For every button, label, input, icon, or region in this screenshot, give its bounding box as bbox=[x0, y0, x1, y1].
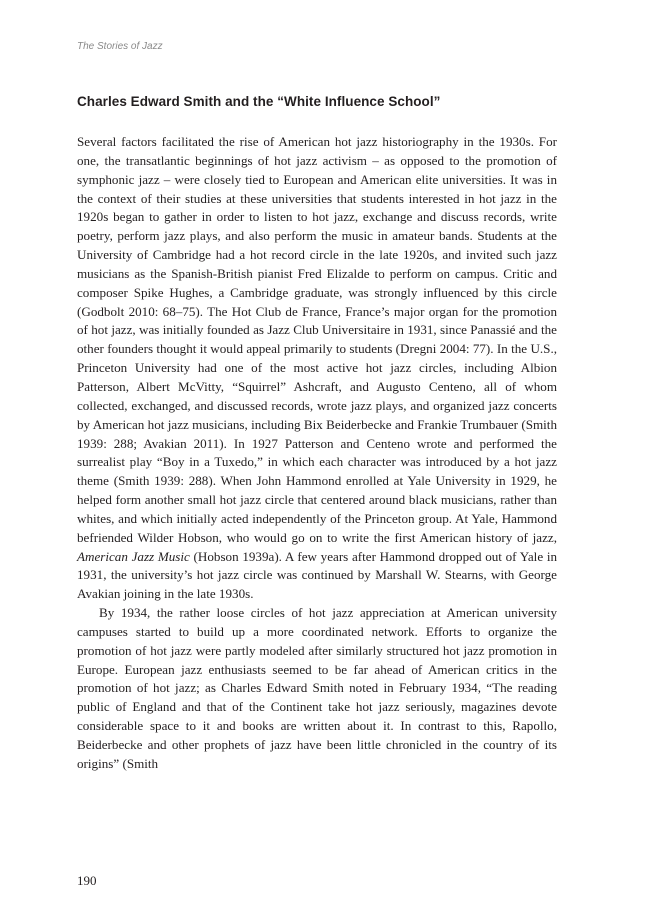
paragraph-1-text: Several factors facilitated the rise of American hot jazz historiography in the 1930s. For one, the transatlantic beginnings of hot jazz activism – as opposed to the promotion of symphonic jazz – were closely tied to European and American elite universities. It was in the context of their studies at these universities that students interested in hot jazz in the 1920s began to gather in order to listen to hot jazz, exchange and discuss records, write poetry, perform jazz plays, and also perform the music in amateur bands. Students at the University of Cambridge had a hot record circle in the late 1920s, and invited such jazz musicians as the Spanish-British pianist Fred Elizalde to perform on campus. Critic and composer Spike Hughes, a Cambridge graduate, was strongly influenced by this circle (Godbolt 2010: 68–75). The Hot Club de France, France’s major organ for the promotion of hot jazz, was initially founded as Jazz Club Universitaire in 1931, since Panassié and the other founders thought it would appeal primarily to students (Dregni 2004: 77). In the U.S., Princeton University had one of the most active hot jazz circles, including Albion Patterson, Albert McVitty, “Squirrel” Ashcraft, and Augusto Centeno, all of whom collected, exchanged, and discussed records, wrote jazz plays, and organized jazz concerts by American hot jazz musicians, including Bix Beiderbecke and Frankie Trumbauer (Smith 1939: 288; Avakian 2011). In 1927 Patterson and Centeno wrote and performed the surrealist play “Boy in a Tuxedo,” in which each character was introduced by a hot jazz theme (Smith 1939: 288). When John Hammond enrolled at Yale University in 1929, he helped form another small hot jazz circle that centered around black musicians, rather than whites, and which initially acted independently of the Princeton group. At Yale, Hammond befriended Wilder Hobson, who would go on to write the first American history of jazz, bbox=[77, 134, 557, 545]
paragraph-2: By 1934, the rather loose circles of hot jazz appreciation at American university campuses started to build up a more coordinated network. Efforts to organize the promotion of hot jazz were partly modeled after similarly structured hot jazz promotion in Europe. European jazz enthusiasts seemed to be far ahead of American critics in the promotion of hot jazz; as Charles Edward Smith noted in February 1934, “The reading public of England and that of the Continent take hot jazz seriously, magazines devote considerable space to it and books are written about it. In contrast to this, Rapollo, Beiderbecke and other prophets of jazz have been little chronicled in the country of its origins” (Smith bbox=[77, 605, 557, 771]
book-title: American Jazz Music bbox=[77, 548, 190, 564]
running-head: The Stories of Jazz bbox=[77, 41, 163, 52]
paragraph-1-tail: (Hobson 1939a). A few years after Hammond dropped out of Yale in 1931, the university’s hot jazz circle was continued by Marshall W. Stearns, with George Avakian joining in the late 1930s. bbox=[77, 548, 557, 602]
paragraph-1 bbox=[77, 133, 557, 604]
section-heading: Charles Edward Smith and the “White Influence School” bbox=[77, 94, 441, 109]
body-text bbox=[77, 133, 557, 774]
page-number: 190 bbox=[77, 873, 97, 888]
